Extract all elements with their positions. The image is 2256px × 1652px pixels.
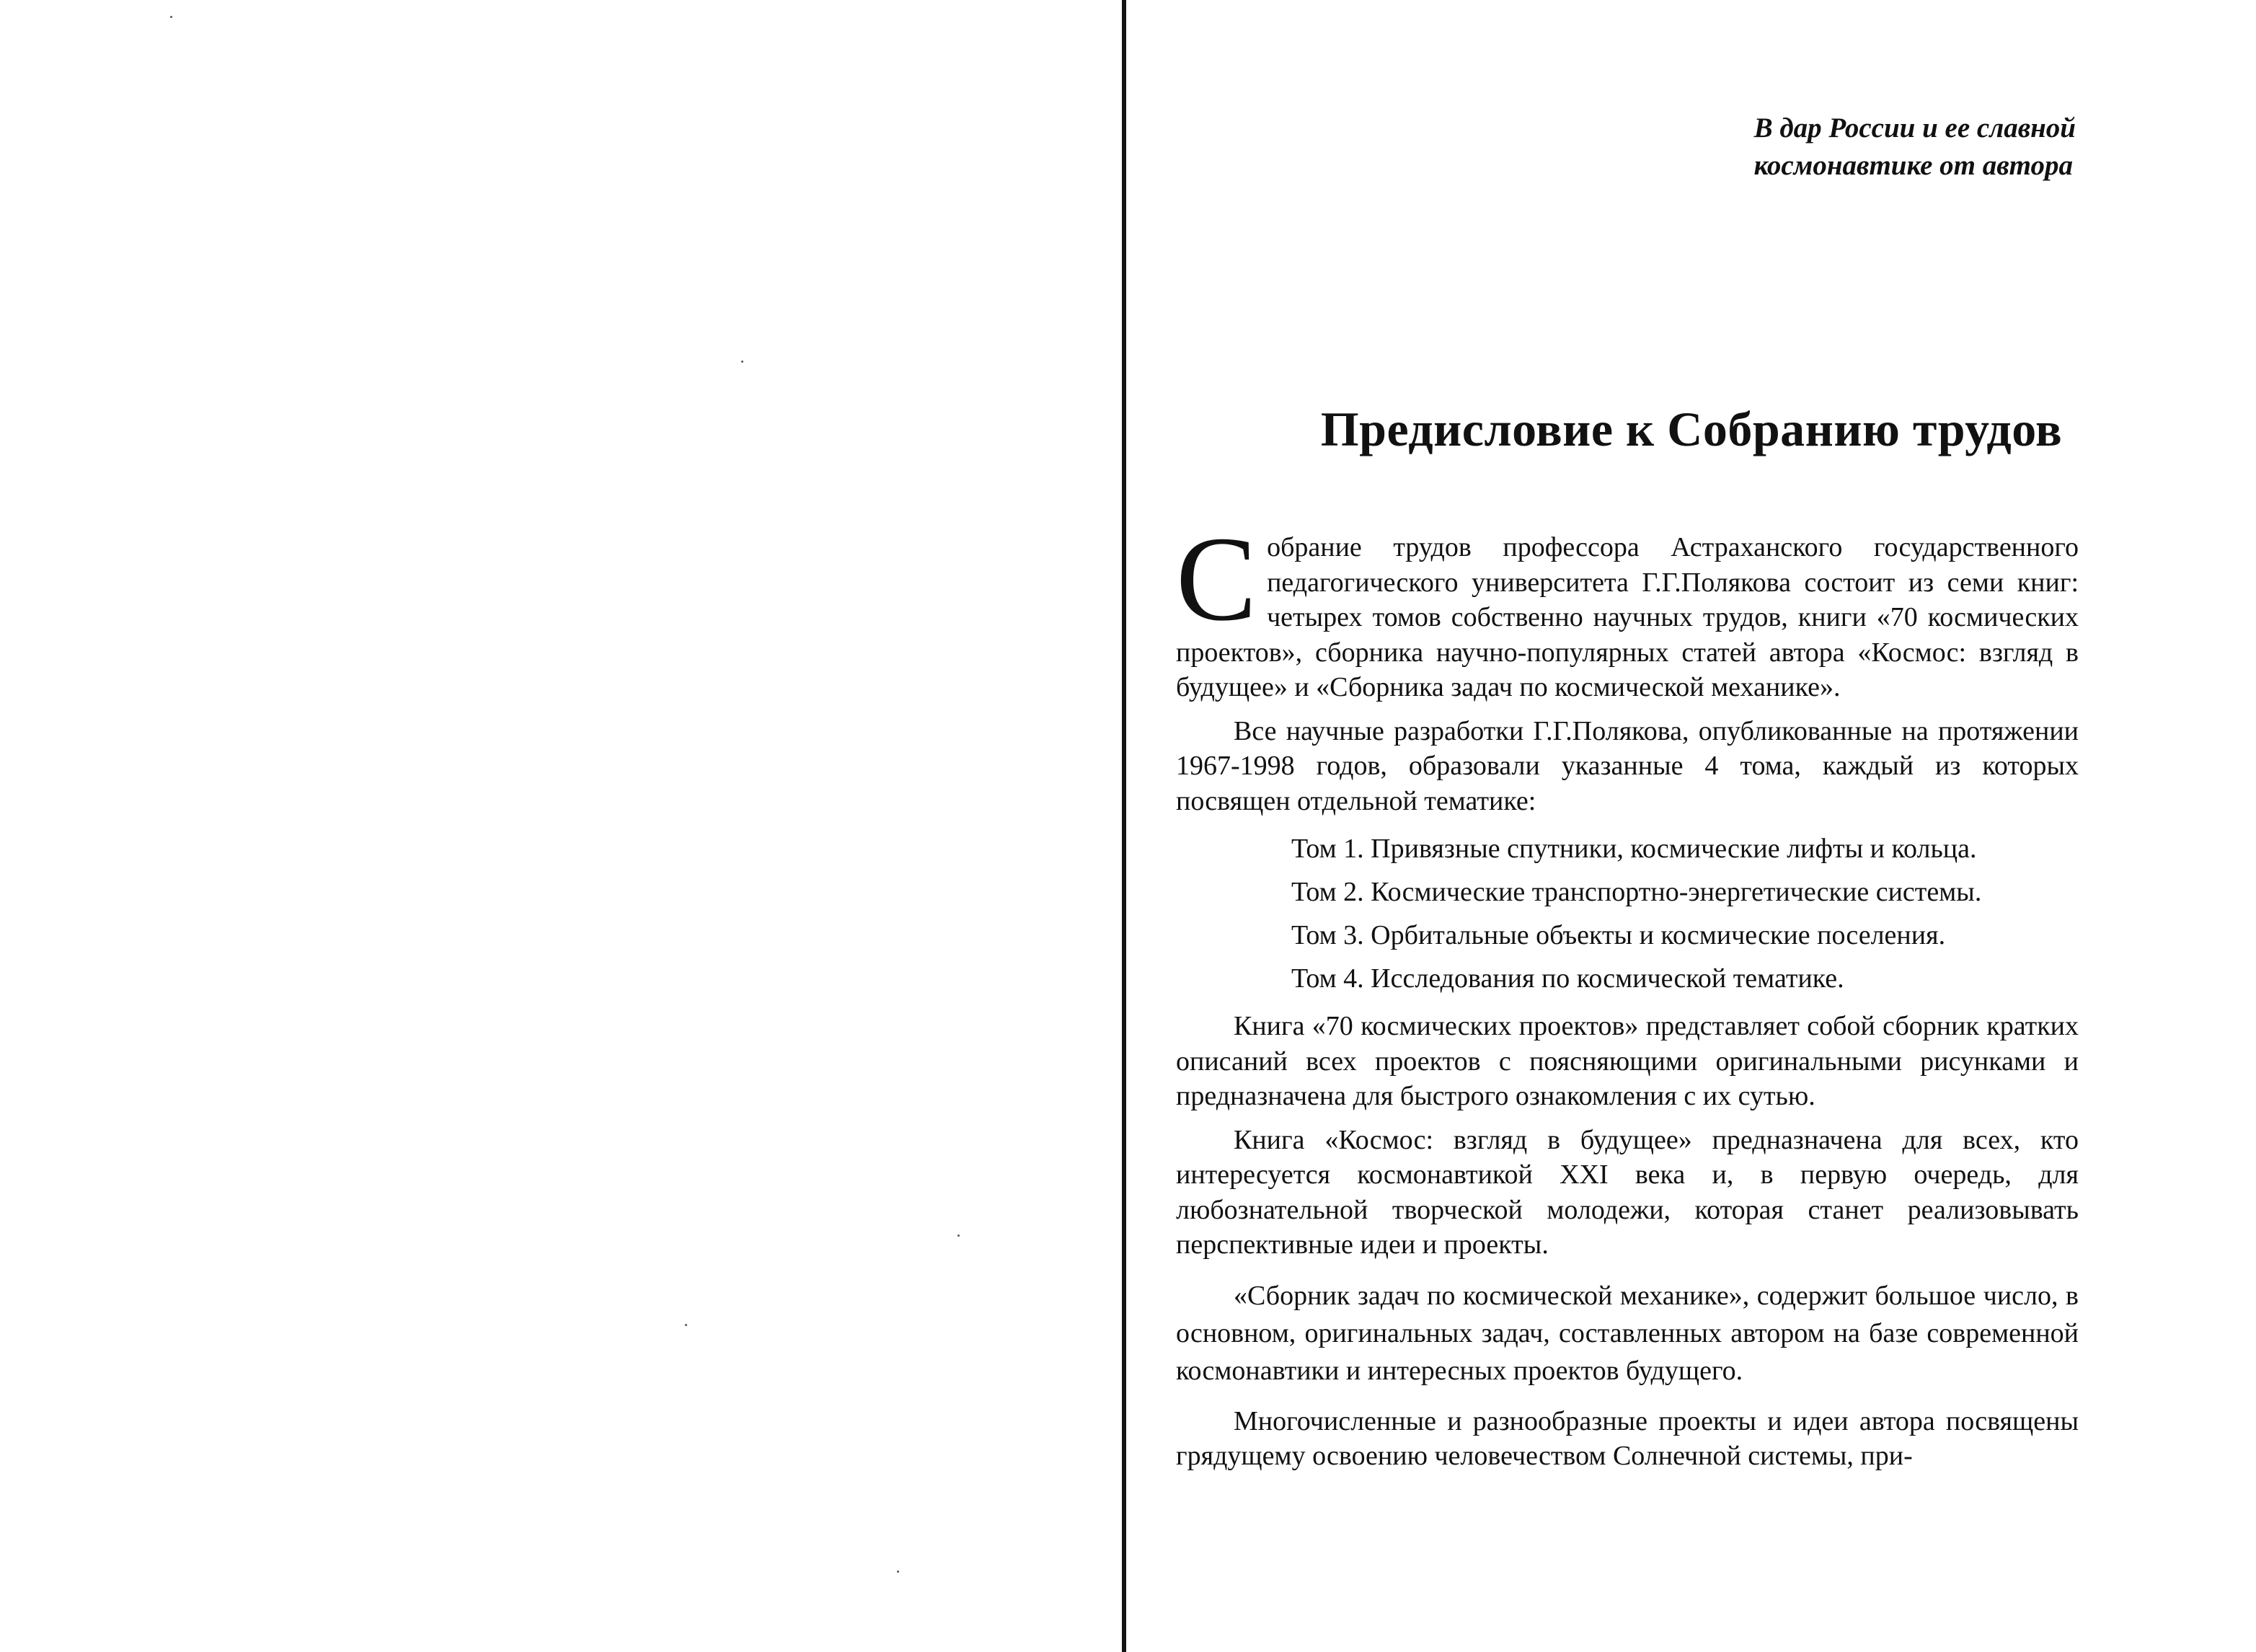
paragraph-intro-text: обрание трудов профессора Астраханского государственного педагогического университета Г.Г.Полякова состоит из семи книг: четырех томов собственно научных трудов, книги «70 космических проектов», сборника научно-популярных статей автора «Космос: взгляд в будущее» и «Сборника задач по космической механике». [1176,532,2079,702]
left-page-blank [0,0,1121,1652]
paragraph-projects-ideas: Многочисленные и разнообразные проекты и идеи автора посвящены грядущему освоению человечеством Солнечной системы, при- [1176,1405,2079,1471]
scan-speck [897,1571,899,1573]
scan-speck [170,16,172,18]
volume-item: Том 4. Исследования по космической тематике. [1291,963,1844,994]
paragraph-volumes-intro: Все научные разработки Г.Г.Полякова, опубликованные на протяжении 1967-1998 годов, образовали указанные 4 тома, каждый из которых посвящен отдельной тематике: [1176,715,2079,816]
volumes-list [1176,827,2079,1000]
paragraph-cosmos-future: Книга «Космос: взгляд в будущее» предназначена для всех, кто интересуется космонавтикой XXI века и, в первую очередь, для любознательной творческой молодежи, которая станет реализовывать перспективные идеи и проекты. [1176,1124,2079,1260]
drop-cap: С [1176,512,1257,646]
volume-item: Том 1. Привязные спутники, космические лифты и кольца. [1291,834,1977,864]
scan-speck [957,1234,960,1237]
scan-speck [741,361,743,363]
epigraph-line: В дар России и ее славной [1753,112,2076,143]
paragraph-problem-book: «Сборник задач по космической механике», содержит большое число, в основном, оригинальных задач, составленных автором на базе современной космонавтики и интересных проектов будущего. [1176,1280,2079,1386]
scan-speck [685,1324,687,1326]
volume-item: Том 3. Орбитальные объекты и космические поселения. [1291,920,1946,950]
volume-item: Том 2. Космические транспортно-энергетические системы. [1291,877,1982,907]
right-page [1127,0,2256,1652]
paragraph-70-projects: Книга «70 космических проектов» представляет собой сборник кратких описаний всех проектов с поясняющими оригинальными рисунками и предназначена для быстрого ознакомления с их сутью. [1176,1011,2079,1111]
page-title: Предисловие к Собранию трудов [1320,402,2063,456]
dedication-epigraph [1754,110,2076,185]
paragraph-intro [1176,512,2079,705]
preface-body [1176,512,2079,1483]
epigraph-line: космонавтике от автора [1753,150,2073,181]
book-spine [1122,0,1126,1652]
